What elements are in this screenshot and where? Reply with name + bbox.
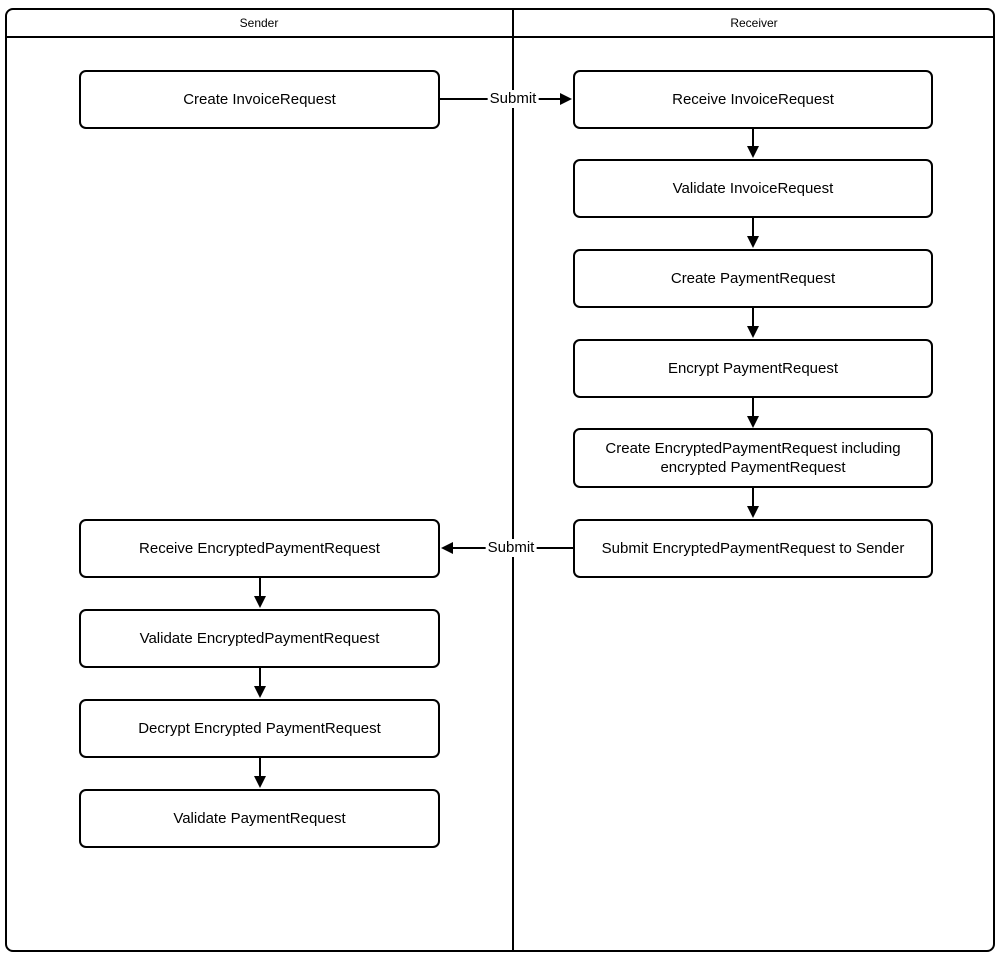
node-encrypt-payment-request: Encrypt PaymentRequest bbox=[573, 339, 933, 398]
edge-label-submit-encrypted-payment: Submit bbox=[487, 539, 535, 556]
node-submit-encrypted-payment-request: Submit EncryptedPaymentRequest to Sender bbox=[573, 519, 933, 578]
node-validate-payment-request: Validate PaymentRequest bbox=[79, 789, 440, 848]
node-decrypt-encrypted-payment-request: Decrypt Encrypted PaymentRequest bbox=[79, 699, 440, 758]
node-create-encrypted-payment-request: Create EncryptedPaymentRequest including encrypted PaymentRequest bbox=[573, 428, 933, 488]
node-create-invoice-request: Create InvoiceRequest bbox=[79, 70, 440, 129]
node-receive-invoice-request: Receive InvoiceRequest bbox=[573, 70, 933, 129]
node-validate-encrypted-payment-request: Validate EncryptedPaymentRequest bbox=[79, 609, 440, 668]
edge-label-submit-invoice: Submit bbox=[489, 90, 537, 107]
node-receive-encrypted-payment-request: Receive EncryptedPaymentRequest bbox=[79, 519, 440, 578]
node-validate-invoice-request: Validate InvoiceRequest bbox=[573, 159, 933, 218]
lane-title-sender: Sender bbox=[239, 15, 279, 30]
node-create-payment-request: Create PaymentRequest bbox=[573, 249, 933, 308]
lane-title-receiver: Receiver bbox=[730, 15, 778, 30]
lane-divider bbox=[512, 8, 514, 952]
